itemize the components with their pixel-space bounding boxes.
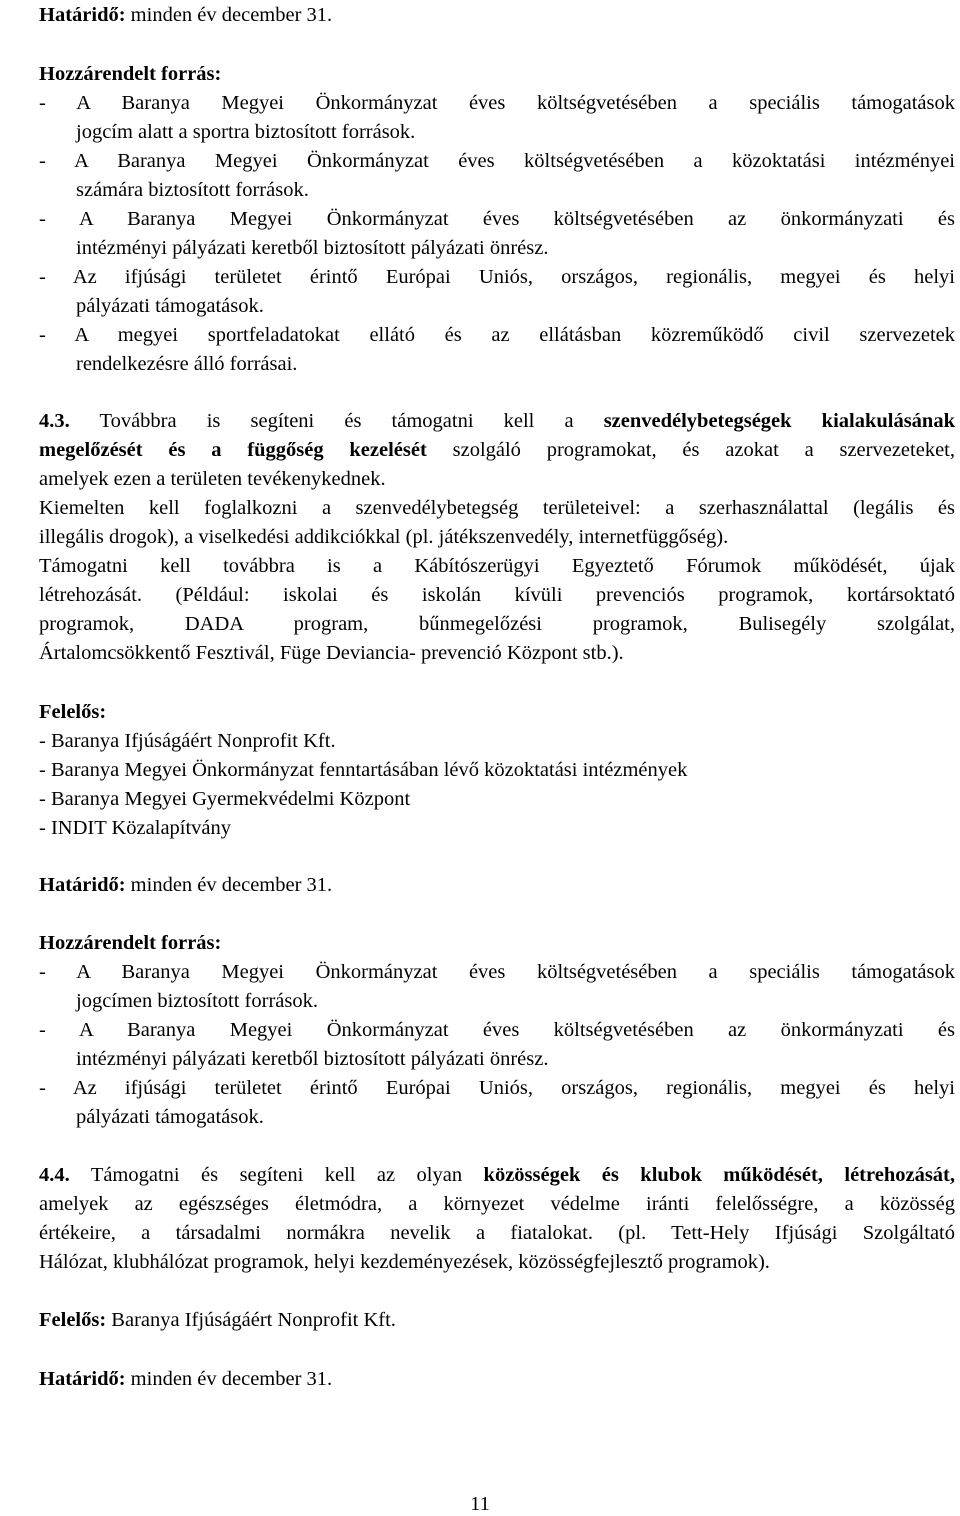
- forras-label: Hozzárendelt forrás:: [39, 63, 222, 85]
- section-line: Kiemelten kell foglalkozni a szenvedélybetegség területeivel: a szerhasználattal (legális és: [39, 497, 955, 519]
- section-line: 4.4. Támogatni és segíteni kell az olyan közösségek és klubok működését, létrehozását,: [39, 1164, 955, 1186]
- hatarido-label: Határidő:: [39, 874, 126, 896]
- section-line: amelyek az egészséges életmódra, a környezet védelme iránti felelősségre, a közösség: [39, 1193, 955, 1215]
- felelos-item: - Baranya Ifjúságáért Nonprofit Kft.: [39, 730, 336, 752]
- felelos-value: Baranya Ifjúságáért Nonprofit Kft.: [106, 1309, 396, 1331]
- section-line: amelyek ezen a területen tevékenykednek.: [39, 468, 386, 490]
- list-item-line: - A Baranya Megyei Önkormányzat éves költségvetésében az önkormányzati és: [39, 1019, 955, 1041]
- section-line: Támogatni kell továbbra is a Kábítószerügyi Egyeztető Fórumok működését, újak: [39, 555, 955, 577]
- felelos-4-3: [39, 698, 955, 843]
- section-line: Ártalomcsökkentő Fesztivál, Füge Deviancia- prevenció Központ stb.).: [39, 642, 624, 664]
- section-line: létrehozását. (Például: iskolai és iskolán kívüli prevenciós programok, kortársoktató: [39, 584, 955, 606]
- list-item-line: - A Baranya Megyei Önkormányzat éves költségvetésében a közoktatási intézményei: [39, 150, 955, 172]
- section-line: 4.3. Továbbra is segíteni és támogatni kell a szenvedélybetegségek kialakulásának: [39, 410, 955, 432]
- section-4-4: [39, 1161, 955, 1277]
- hatarido-value: minden év december 31.: [125, 4, 333, 26]
- page-number: 11: [470, 1493, 490, 1515]
- list-item-cont: intézményi pályázati keretből biztosított pályázati önrész.: [76, 237, 549, 259]
- list-item-cont: számára biztosított források.: [76, 179, 309, 201]
- list-item-cont: jogcímen biztosított források.: [76, 990, 318, 1012]
- felelos-item: - Baranya Megyei Önkormányzat fenntartásában lévő közoktatási intézmények: [39, 759, 688, 781]
- list-item-cont: pályázati támogatások.: [76, 1106, 264, 1128]
- section-line: Hálózat, klubhálózat programok, helyi kezdeményezések, közösségfejlesztő programok).: [39, 1251, 770, 1273]
- section-number: 4.4.: [39, 1164, 70, 1186]
- section-line: értékeire, a társadalmi normákra nevelik a fiatalokat. (pl. Tett-Hely Ifjúsági Szolgáltató: [39, 1222, 955, 1244]
- felelos-label: Felelős:: [39, 701, 107, 723]
- hatarido-label: Határidő:: [39, 1368, 126, 1390]
- list-item-cont: jogcím alatt a sportra biztosított források.: [76, 121, 416, 143]
- felelos-4-4: [39, 1306, 955, 1335]
- list-item-cont: rendelkezésre álló forrásai.: [76, 353, 298, 375]
- section-4-3: [39, 407, 955, 668]
- section-line: programok, DADA program, bűnmegelőzési programok, Bulisegély szolgálat,: [39, 613, 955, 635]
- list-item-line: - A Baranya Megyei Önkormányzat éves költségvetésében a speciális támogatások: [39, 92, 955, 114]
- hatarido-value: minden év december 31.: [125, 1368, 333, 1390]
- list-item-line: - A Baranya Megyei Önkormányzat éves költségvetésében a speciális támogatások: [39, 961, 955, 983]
- hatarido-value: minden év december 31.: [125, 874, 333, 896]
- felelos-label: Felelős:: [39, 1309, 107, 1331]
- felelos-item: - INDIT Közalapítvány: [39, 817, 232, 839]
- list-item-line: - A megyei sportfeladatokat ellátó és az ellátásban közreműködő civil szervezetek: [39, 324, 955, 346]
- felelos-item: - Baranya Megyei Gyermekvédelmi Központ: [39, 788, 411, 810]
- list-item-cont: pályázati támogatások.: [76, 295, 264, 317]
- hatarido-label: Határidő:: [39, 4, 126, 26]
- list-item-line: - Az ifjúsági területet érintő Európai Uniós, országos, regionális, megyei és helyi: [39, 1077, 955, 1099]
- list-item-cont: intézményi pályázati keretből biztosított pályázati önrész.: [76, 1048, 549, 1070]
- hatarido-1: [39, 1, 955, 30]
- hatarido-4-3: [39, 871, 955, 900]
- forras-4-3: [39, 929, 955, 1132]
- hatarido-4-4: [39, 1365, 955, 1394]
- section-line: megelőzését és a függőség kezelését szolgáló programokat, és azokat a szervezeteket,: [39, 439, 955, 461]
- forras-label: Hozzárendelt forrás:: [39, 932, 222, 954]
- list-item-line: - Az ifjúsági területet érintő Európai Uniós, országos, regionális, megyei és helyi: [39, 266, 955, 288]
- list-item-line: - A Baranya Megyei Önkormányzat éves költségvetésében az önkormányzati és: [39, 208, 955, 230]
- section-line: illegális drogok), a viselkedési addikciókkal (pl. játékszenvedély, internetfüggőség).: [39, 526, 729, 548]
- section-number: 4.3.: [39, 410, 70, 432]
- forras-1: [39, 60, 955, 379]
